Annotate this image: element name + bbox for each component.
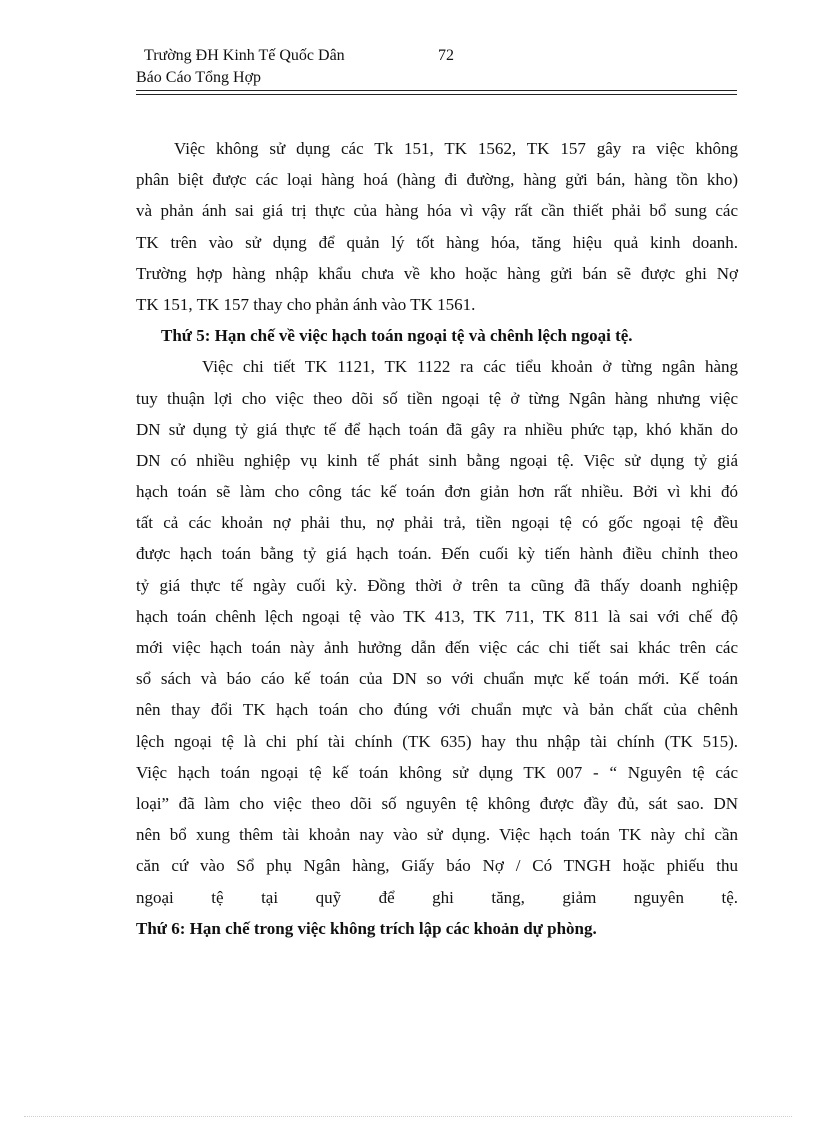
body-line: Việc chi tiết TK 1121, TK 1122 ra các tiểu khoản ở từng ngân hàng xyxy=(202,357,738,377)
body-line: ngoại tệ tại quỹ để ghi tăng, giảm nguyên tệ. xyxy=(136,887,738,907)
body-line: TK 151, TK 157 thay cho phản ánh vào TK 1561. xyxy=(136,294,476,314)
body-line: tất cả các khoản nợ phải thu, nợ phải trả, tiền ngoại tệ có gốc ngoại tệ đều xyxy=(136,513,738,533)
body-line: mới việc hạch toán này ảnh hưởng dẫn đến việc các chi tiết sai khác trên các xyxy=(136,638,738,657)
body-line: DN có nhiều nghiệp vụ kinh tế phát sinh bằng ngoại tệ. Việc sử dụng tỷ giá xyxy=(136,450,738,470)
section-heading-5: Thứ 5: Hạn chế về việc hạch toán ngoại tệ và chênh lệch ngoại tệ. xyxy=(161,326,633,346)
report-title: Báo Cáo Tổng Hợp xyxy=(136,69,262,86)
body-line: nên bổ xung thêm tài khoản nay vào sử dụng. Việc hạch toán TK này chỉ cần xyxy=(136,825,738,845)
body-line: nên thay đổi TK hạch toán cho đúng với chuẩn mực và bản chất của chênh xyxy=(136,700,738,720)
page-bottom-border xyxy=(24,1116,792,1117)
body-line: sổ sách và báo cáo kế toán của DN so với chuẩn mực kế toán mới. Kế toán xyxy=(136,669,738,689)
body-line: phân biệt được các loại hàng hoá (hàng đi đường, hàng gửi bán, hàng tồn kho) xyxy=(136,170,738,190)
body-line: loại” đã làm cho việc theo dõi số nguyên tệ không được đầy đủ, sát sao. DN xyxy=(136,793,738,813)
page-number: 72 xyxy=(438,47,454,64)
body-line: căn cứ vào Sổ phụ Ngân hàng, Giấy báo Nợ / Có TNGH hoặc phiếu thu xyxy=(136,856,738,876)
section-heading-6: Thứ 6: Hạn chế trong việc không trích lập các khoản dự phòng. xyxy=(136,918,597,938)
body-line: tỷ giá thực tế ngày cuối kỳ. Đồng thời ở trên ta cũng đã thấy doanh nghiệp xyxy=(136,575,738,595)
body-line: được hạch toán bằng tỷ giá hạch toán. Đến cuối kỳ tiến hành điều chỉnh theo xyxy=(136,544,738,564)
body-line: TK trên vào sử dụng để quản lý tốt hàng hóa, tăng hiệu quả kinh doanh. xyxy=(136,232,738,252)
body-line: tuy thuận lợi cho việc theo dõi số tiền ngoại tệ ở từng Ngân hàng nhưng việc xyxy=(136,388,738,408)
body-line: Việc hạch toán ngoại tệ kế toán không sử dụng TK 007 - “ Nguyên tệ các xyxy=(136,762,738,782)
body-line: hạch toán sẽ làm cho công tác kế toán đơn giản hơn rất nhiều. Bởi vì khi đó xyxy=(136,482,738,502)
document-body xyxy=(136,133,738,944)
body-line: lệch ngoại tệ là chi phí tài chính (TK 635) hay thu nhập tài chính (TK 515). xyxy=(136,731,738,751)
header-rule-top xyxy=(136,90,737,91)
school-name: Trường ĐH Kinh Tế Quốc Dân xyxy=(144,47,345,64)
body-line: Trường hợp hàng nhập khẩu chưa về kho hoặc hàng gửi bán sẽ được ghi Nợ xyxy=(136,263,738,283)
body-line: DN sử dụng tỷ giá thực tế để hạch toán đã gây ra nhiều phức tạp, khó khăn do xyxy=(136,419,738,439)
header-rule-bottom xyxy=(136,94,737,95)
body-line: Việc không sử dụng các Tk 151, TK 1562, TK 157 gây ra việc không xyxy=(174,139,738,158)
body-line: và phản ánh sai giá trị thực của hàng hóa vì vậy rất cần thiết phải bổ sung các xyxy=(136,201,738,221)
body-line: hạch toán chênh lệch ngoại tệ vào TK 413, TK 711, TK 811 là sai với chế độ xyxy=(136,606,738,626)
